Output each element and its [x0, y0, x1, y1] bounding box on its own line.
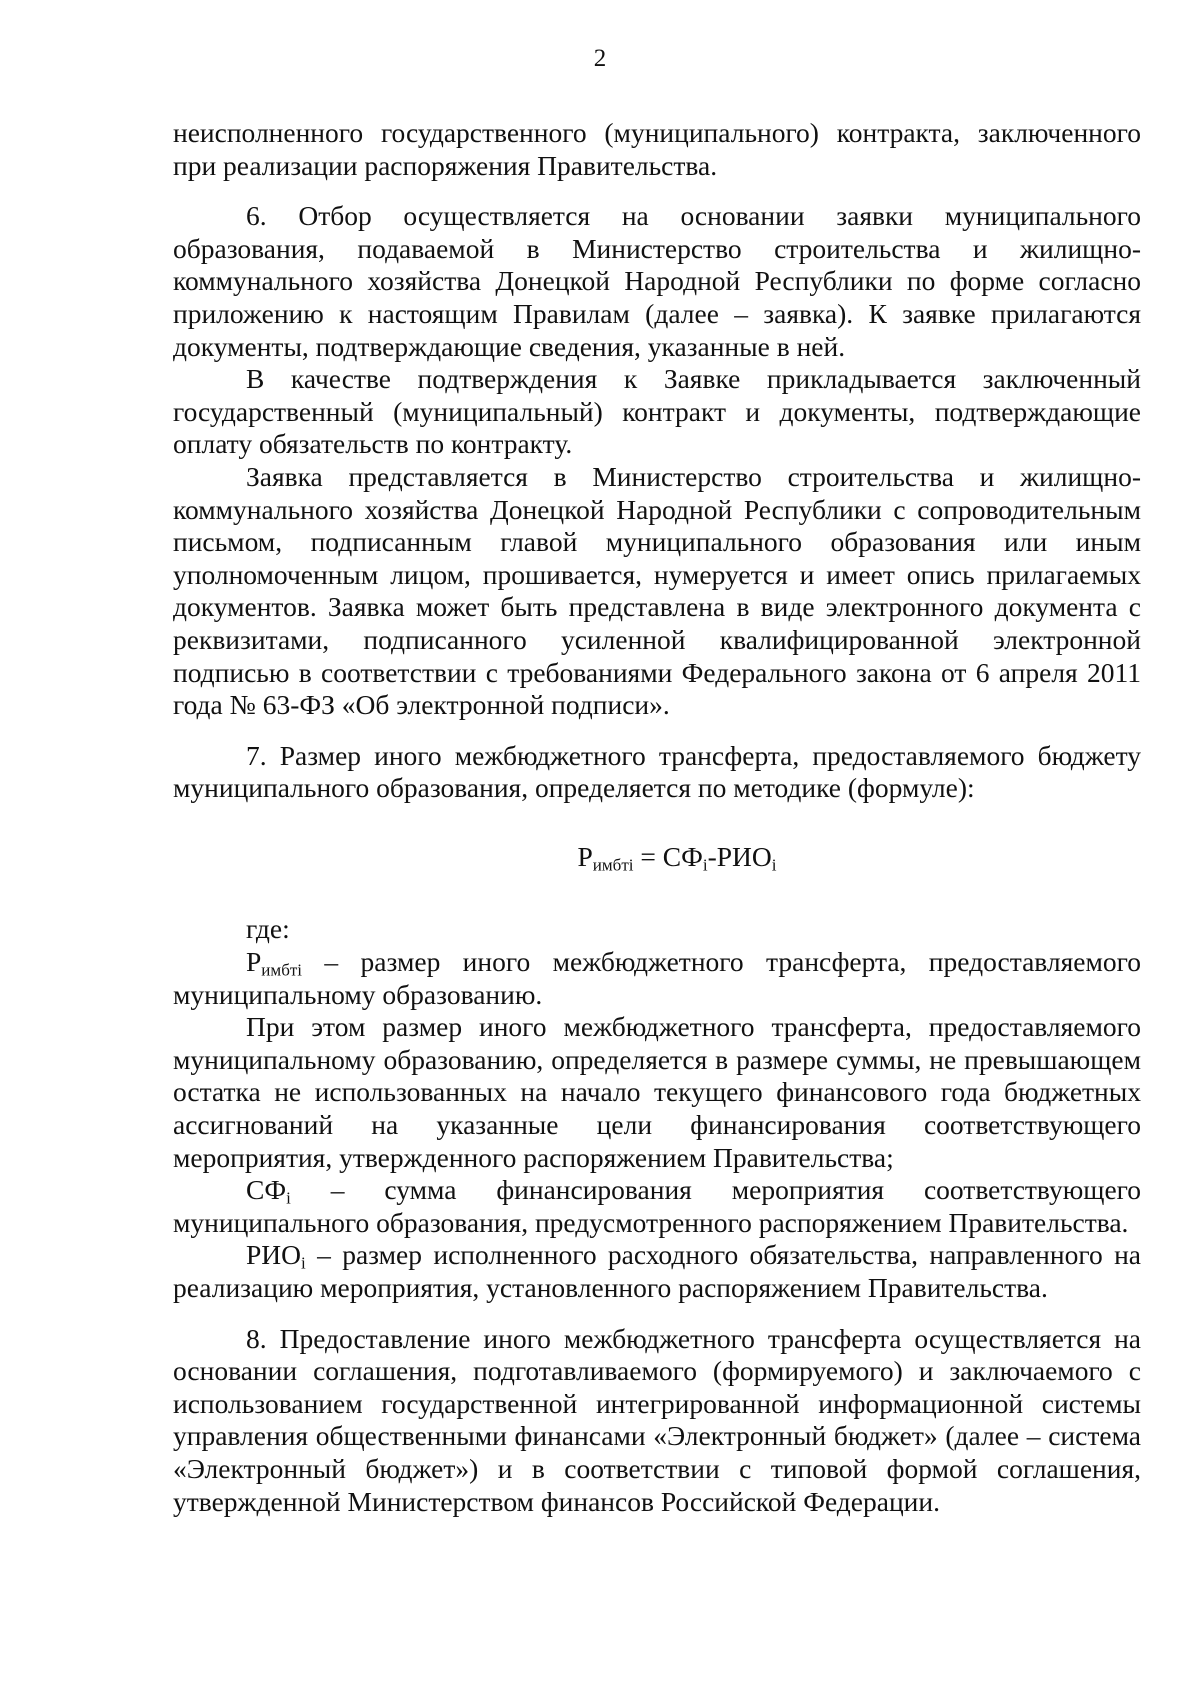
- def-rio-subscript: i: [301, 1253, 306, 1273]
- paragraph-size-limit: При этом размер иного межбюджетного трансферта, предоставляемого муниципальному образованию, определяется в размере суммы, не превышающем остатка не использованных на начало текущего финансового года бюджетных ассигнований на указанные цели финансирования соответствующего мероприятия, утвержденного распоряжением Правительства;: [173, 1011, 1141, 1173]
- def-rio-symbol: РИО: [246, 1239, 302, 1271]
- def-p-text: – размер иного межбюджетного трансферта, предоставляемого муниципальному образованию.: [173, 946, 1141, 1010]
- paragraph-item-6: 6. Отбор осуществляется на основании заявки муниципального образования, подаваемой в Министерство строительства и жилищно-коммунального хозяйства Донецкой Народной Республики по форме согласно приложению к настоящим Правилам (далее – заявка). К заявке прилагаются документы, подтверждающие сведения, указанные в ней.: [173, 200, 1141, 362]
- paragraph-item-8: 8. Предоставление иного межбюджетного трансферта осуществляется на основании соглашения, подготавливаемого (формируемого) и заключаемого с использованием государственной интегрированной информационной системы управления общественными финансами «Электронный бюджет» (далее – система «Электронный бюджет») и в соответствии с типовой формой соглашения, утвержденной Министерством финансов Российской Федерации.: [173, 1322, 1141, 1517]
- def-sf-subscript: i: [286, 1188, 291, 1208]
- definition-rio: [173, 1239, 1141, 1304]
- paragraph-continuation: неисполненного государственного (муниципального) контракта, заключенного при реализации распоряжения Правительства.: [173, 117, 1141, 181]
- def-p-symbol: Р: [246, 946, 262, 978]
- formula: [173, 841, 1141, 874]
- def-rio-text: – размер исполненного расходного обязательства, направленного на реализацию мероприятия, установленного распоряжением Правительства.: [173, 1239, 1141, 1303]
- paragraph-application-submission: Заявка представляется в Министерство строительства и жилищно-коммунального хозяйства Донецкой Народной Республики с сопроводительным письмом, подписанным главой муниципального образования или иным уполномоченным лицом, прошивается, нумеруется и имеет опись прилагаемых документов. Заявка может быть представлена в виде электронного документа с реквизитами, подписанного усиленной квалифицированной электронной подписью в соответствии с требованиями Федерального закона от 6 апреля 2011 года № 63-ФЗ «Об электронной подписи».: [173, 460, 1141, 721]
- formula-rio-symbol: РИО: [716, 840, 772, 872]
- formula-equals: =: [633, 840, 663, 872]
- paragraph-item-7: 7. Размер иного межбюджетного трансферта, предоставляемого бюджету муниципального образования, определяется по методике (формуле):: [173, 739, 1141, 804]
- formula-sf-subscript: i: [702, 855, 708, 875]
- paragraph-confirmation: В качестве подтверждения к Заявке прикладывается заключенный государственный (муниципальный) контракт и документы, подтверждающие оплату обязательств по контракту.: [173, 363, 1141, 460]
- def-p-subscript: имбтi: [261, 960, 303, 980]
- document-body: [173, 117, 1141, 1518]
- where-label: где:: [246, 913, 290, 945]
- page-number: 2: [593, 45, 607, 72]
- definition-p-imbt: [173, 946, 1141, 1011]
- def-sf-symbol: СФ: [246, 1174, 287, 1206]
- formula-p-symbol: Р: [577, 840, 593, 872]
- definition-sf: [173, 1174, 1141, 1239]
- formula-p-subscript: имбтi: [592, 855, 634, 875]
- formula-rio-subscript: i: [771, 855, 777, 875]
- formula-sf-symbol: СФ: [662, 840, 703, 872]
- formula-minus: -: [707, 840, 717, 872]
- def-sf-text: – сумма финансирования мероприятия соответствующего муниципального образования, предусмотренного распоряжением Правительства.: [173, 1174, 1141, 1238]
